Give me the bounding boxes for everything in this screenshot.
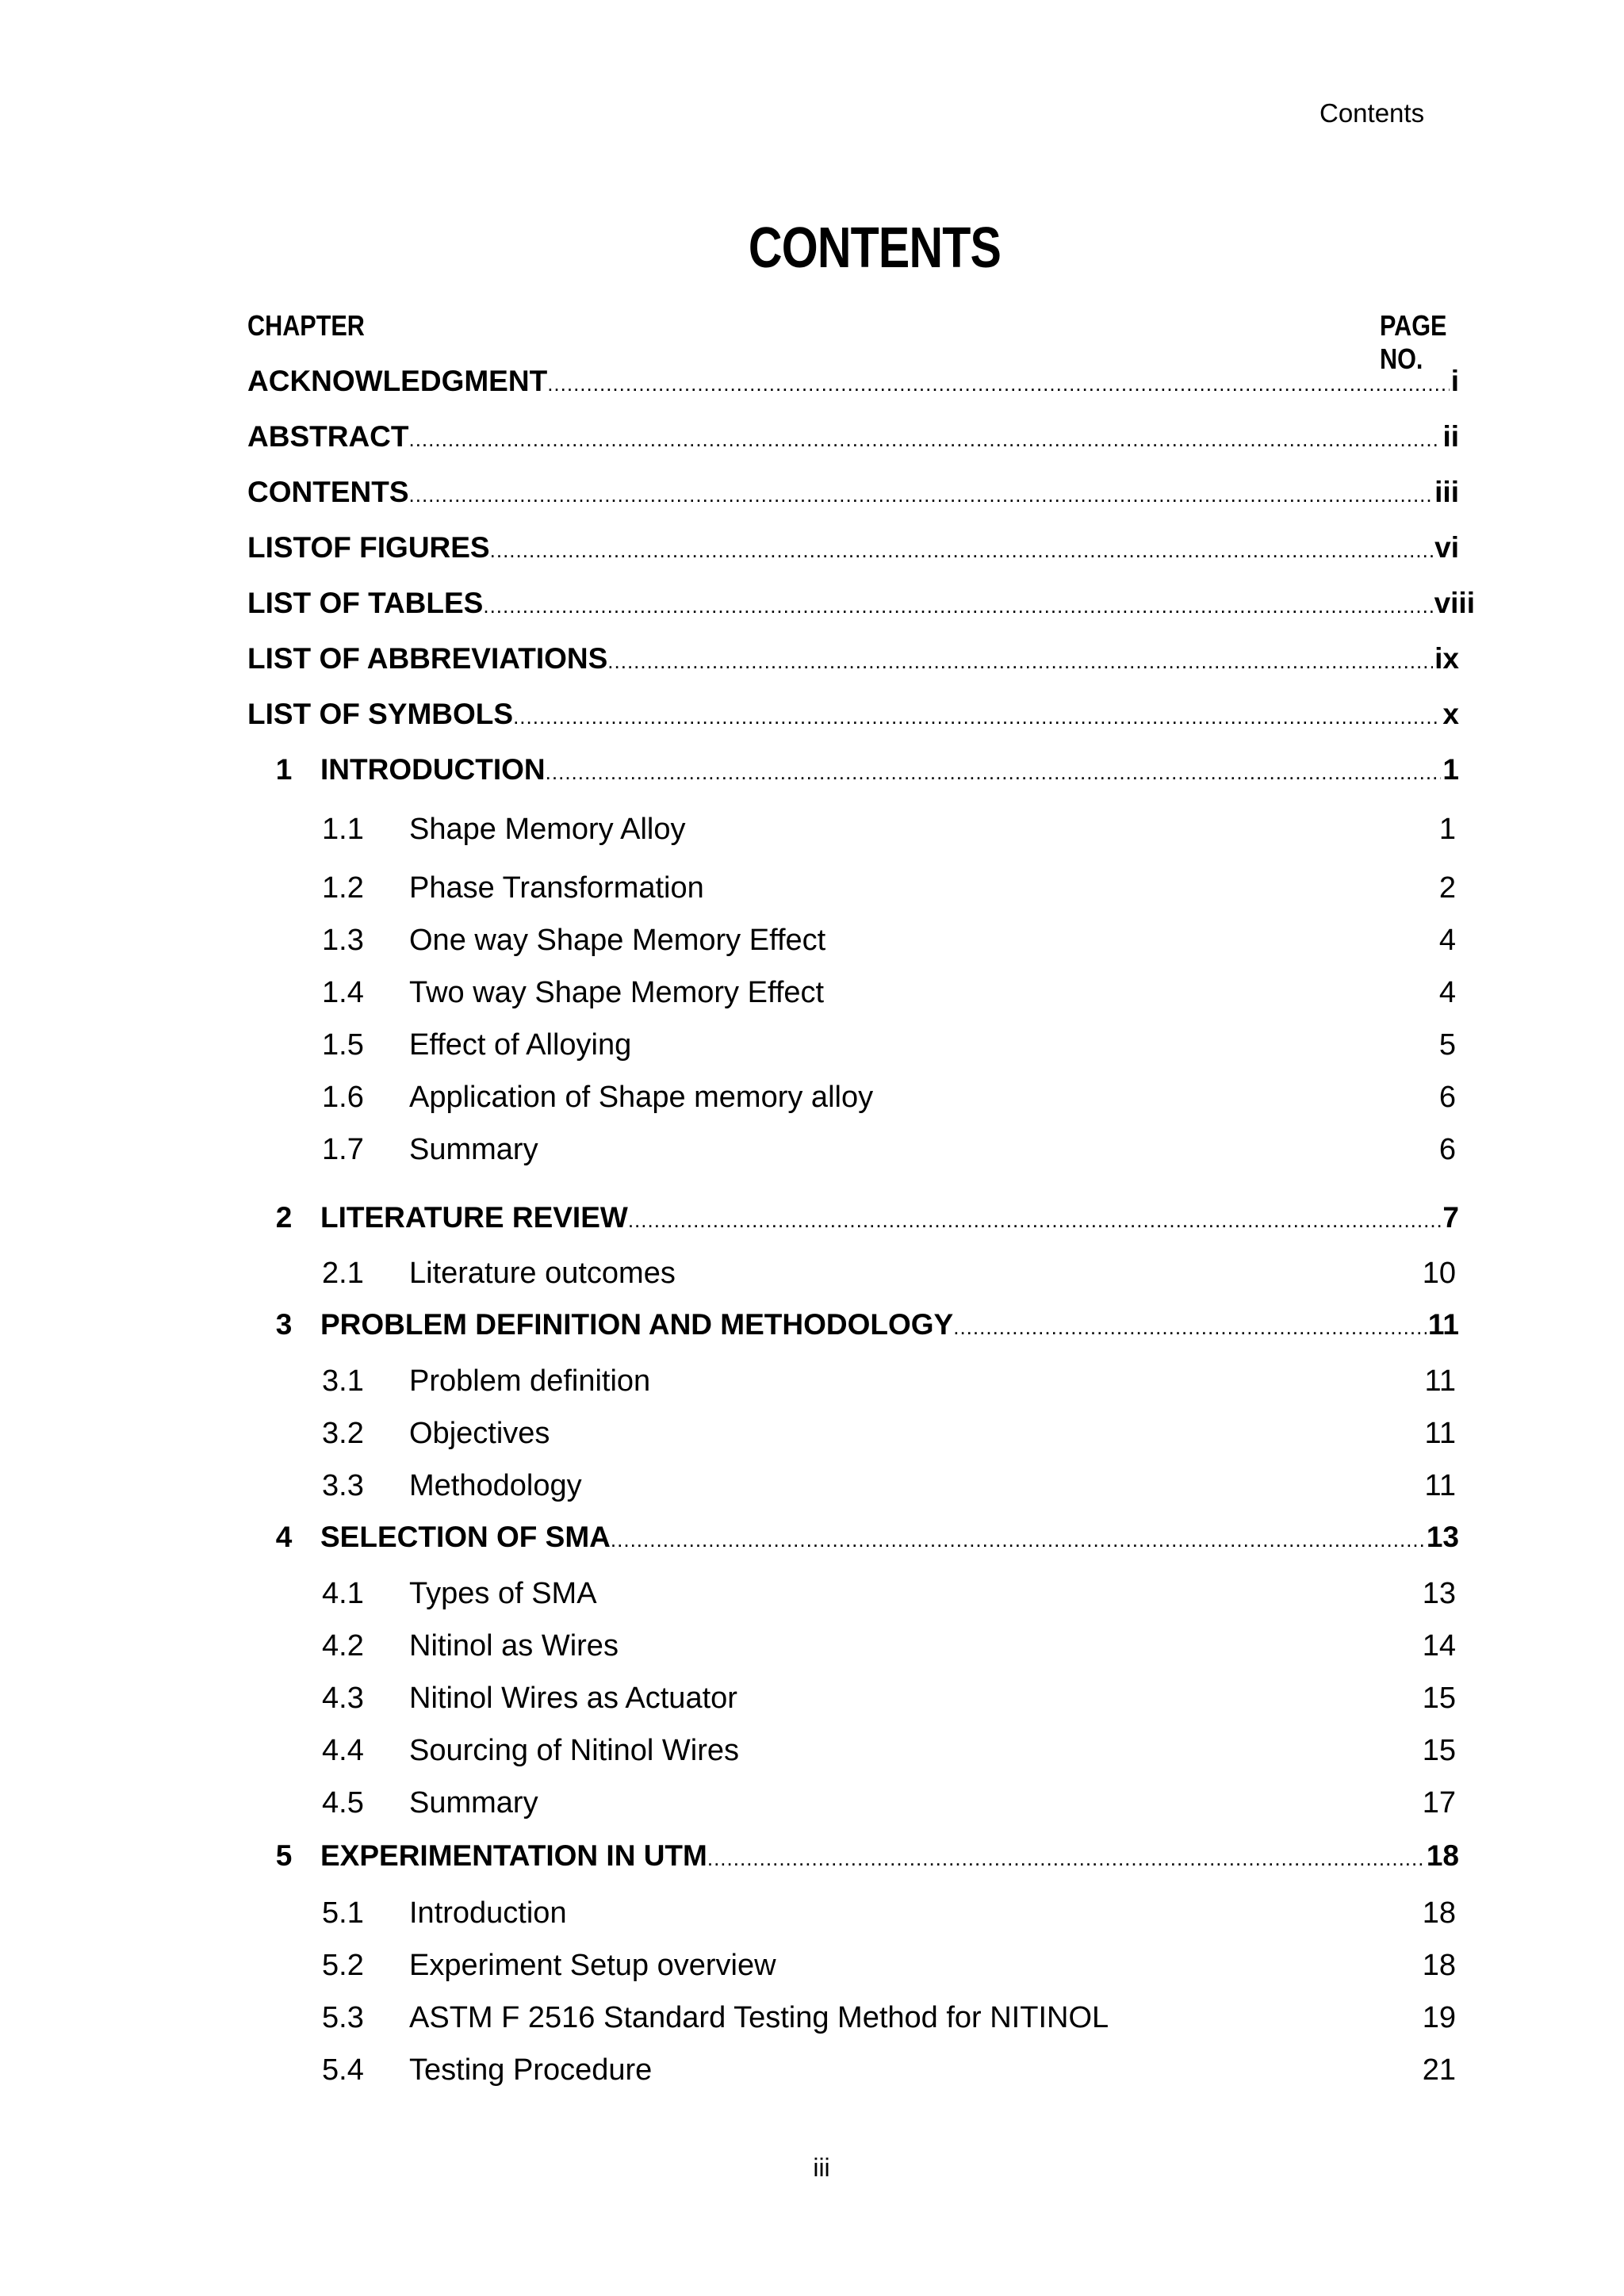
toc-entry-page: 11 [1427, 1308, 1459, 1341]
toc-entry-list-of-symbols[interactable] [247, 698, 1459, 734]
toc-section[interactable] [322, 1629, 1459, 1666]
section-page: 11 [1424, 1417, 1456, 1450]
dot-leader [490, 538, 1434, 563]
toc-entry-list-of-figures[interactable] [247, 531, 1459, 568]
section-number: 3.3 [322, 1469, 364, 1502]
section-label: Summary [409, 1133, 538, 1166]
toc-entry-page: 7 [1442, 1201, 1459, 1234]
section-label: Phase Transformation [409, 871, 704, 905]
toc-entry-label: INTRODUCTION [320, 753, 546, 786]
section-number: 5.1 [322, 1896, 364, 1930]
page-number-footer: iii [813, 2153, 830, 2182]
section-page: 13 [1422, 1577, 1456, 1610]
toc-section[interactable] [322, 2053, 1459, 2090]
section-page: 4 [1438, 924, 1456, 957]
chapter-number: 2 [275, 1201, 293, 1234]
section-label: Types of SMA [409, 1577, 597, 1610]
section-number: 5.3 [322, 2001, 364, 2034]
section-page: 17 [1422, 1786, 1456, 1820]
section-page: 4 [1438, 976, 1456, 1009]
toc-section[interactable] [322, 1133, 1459, 1169]
toc-entry-label: CONTENTS [247, 476, 409, 508]
toc-section[interactable] [322, 1682, 1459, 1718]
section-number: 1.4 [322, 976, 364, 1009]
toc-section[interactable] [322, 1257, 1459, 1293]
chapter-number: 3 [275, 1308, 293, 1341]
section-number: 4.2 [322, 1629, 364, 1663]
section-number: 4.4 [322, 1734, 364, 1767]
toc-entry-page: ix [1434, 642, 1459, 675]
toc-entry-label: EXPERIMENTATION IN UTM [320, 1839, 707, 1872]
section-page: 19 [1422, 2001, 1456, 2034]
toc-entry-label: LISTOF FIGURES [247, 531, 490, 564]
toc-chapter-4[interactable] [247, 1521, 1459, 1557]
toc-section[interactable] [322, 813, 1459, 849]
toc-entry-label: LIST OF ABBREVIATIONS [247, 642, 608, 675]
section-page: 14 [1422, 1629, 1456, 1663]
toc-entry-page: 13 [1426, 1521, 1459, 1553]
section-number: 5.2 [322, 1949, 364, 1982]
toc-entry-label: ACKNOWLEDGMENT [247, 365, 548, 397]
running-header: Contents [1320, 98, 1425, 128]
section-label: Literature outcomes [409, 1257, 676, 1290]
dot-leader [409, 483, 1434, 507]
section-label: Effect of Alloying [409, 1028, 632, 1062]
section-number: 3.1 [322, 1364, 364, 1398]
section-page: 21 [1422, 2053, 1456, 2087]
toc-section[interactable] [322, 1417, 1459, 1453]
dot-leader [547, 372, 1450, 396]
section-page: 2 [1438, 871, 1456, 905]
chapter-number: 5 [275, 1839, 293, 1872]
toc-entry-page: 1 [1442, 753, 1459, 786]
section-number: 1.1 [322, 813, 364, 846]
section-label: Objectives [409, 1417, 550, 1450]
toc-chapter-3[interactable] [247, 1308, 1459, 1345]
toc-entry-label: LIST OF TABLES [247, 587, 484, 619]
dot-leader [546, 760, 1442, 785]
section-number: 3.2 [322, 1417, 364, 1450]
toc-section[interactable] [322, 2001, 1459, 2038]
section-number: 4.1 [322, 1577, 364, 1610]
section-page: 1 [1438, 813, 1456, 846]
section-page: 18 [1422, 1896, 1456, 1930]
section-label: Sourcing of Nitinol Wires [409, 1734, 740, 1767]
section-label: Application of Shape memory alloy [409, 1081, 874, 1114]
section-label: Shape Memory Alloy [409, 813, 686, 846]
section-page: 18 [1422, 1949, 1456, 1982]
section-page: 6 [1438, 1081, 1456, 1114]
toc-section[interactable] [322, 1364, 1459, 1401]
page-title: CONTENTS [748, 216, 1002, 280]
section-number: 1.3 [322, 924, 364, 957]
section-number: 5.4 [322, 2053, 364, 2087]
section-label: Introduction [409, 1896, 567, 1930]
toc-entry-label: LIST OF SYMBOLS [247, 698, 514, 730]
toc-section[interactable] [322, 1028, 1459, 1065]
toc-entry-abstract[interactable] [247, 420, 1459, 457]
toc-section[interactable] [322, 1949, 1459, 1985]
toc-entry-list-of-abbreviations[interactable] [247, 642, 1459, 679]
dot-leader [408, 427, 1441, 452]
toc-entry-page: iii [1434, 476, 1459, 508]
dot-leader [953, 1315, 1427, 1340]
section-number: 1.2 [322, 871, 364, 905]
toc-section[interactable] [322, 1896, 1459, 1933]
toc-entry-page: vi [1434, 531, 1459, 564]
section-label: Two way Shape Memory Effect [409, 976, 825, 1009]
toc-section[interactable] [322, 1577, 1459, 1613]
toc-chapter-1[interactable] [247, 753, 1459, 790]
toc-entry-contents[interactable] [247, 476, 1459, 512]
toc-entry-page: 18 [1426, 1839, 1459, 1872]
section-label: ASTM F 2516 Standard Testing Method for NITINOL [409, 2001, 1109, 2034]
dot-leader [483, 594, 1432, 618]
section-label: Methodology [409, 1469, 582, 1502]
section-label: One way Shape Memory Effect [409, 924, 826, 957]
toc-chapter-2[interactable] [247, 1201, 1459, 1238]
section-label: Nitinol as Wires [409, 1629, 619, 1663]
toc-entry-label: PROBLEM DEFINITION AND METHODOLOGY [320, 1308, 954, 1341]
section-page: 15 [1422, 1682, 1456, 1715]
section-number: 1.5 [322, 1028, 364, 1062]
toc-section[interactable] [322, 871, 1459, 908]
toc-entry-label: ABSTRACT [247, 420, 409, 453]
section-label: Problem definition [409, 1364, 651, 1398]
column-header-chapter: CHAPTER [247, 309, 365, 342]
dot-leader [513, 705, 1441, 729]
toc-chapter-5[interactable] [247, 1839, 1459, 1876]
section-label: Nitinol Wires as Actuator [409, 1682, 737, 1715]
section-number: 4.5 [322, 1786, 364, 1820]
dot-leader [611, 1528, 1425, 1552]
section-number: 1.6 [322, 1081, 364, 1114]
toc-section[interactable] [322, 1081, 1459, 1117]
toc-section[interactable] [322, 924, 1459, 960]
section-number: 2.1 [322, 1257, 364, 1290]
column-header-page-no: PAGE NO. [1380, 309, 1447, 375]
chapter-number: 4 [275, 1521, 293, 1553]
section-page: 15 [1422, 1734, 1456, 1767]
section-number: 1.7 [322, 1133, 364, 1166]
dot-leader [628, 1208, 1442, 1233]
chapter-number: 1 [275, 753, 293, 786]
toc-entry-list-of-tables[interactable] [247, 587, 1475, 623]
toc-entry-label: SELECTION OF SMA [320, 1521, 611, 1553]
toc-section[interactable] [322, 1786, 1459, 1823]
section-page: 11 [1424, 1364, 1456, 1398]
dot-leader [607, 649, 1433, 674]
toc-entry-page: viii [1434, 587, 1475, 619]
dot-leader [707, 1846, 1425, 1871]
toc-entry-label: LITERATURE REVIEW [320, 1201, 628, 1234]
section-label: Experiment Setup overview [409, 1949, 776, 1982]
toc-entry-page: ii [1442, 420, 1459, 453]
section-number: 4.3 [322, 1682, 364, 1715]
section-page: 11 [1424, 1469, 1456, 1502]
toc-entry-acknowledgment[interactable] [247, 365, 1459, 401]
section-page: 6 [1438, 1133, 1456, 1166]
toc-section[interactable] [322, 976, 1459, 1012]
section-page: 5 [1438, 1028, 1456, 1062]
toc-entry-page: x [1442, 698, 1459, 730]
section-label: Summary [409, 1786, 538, 1820]
toc-section[interactable] [322, 1734, 1459, 1770]
section-label: Testing Procedure [409, 2053, 653, 2087]
toc-section[interactable] [322, 1469, 1459, 1506]
toc-entry-page: i [1450, 365, 1459, 397]
section-page: 10 [1422, 1257, 1456, 1290]
